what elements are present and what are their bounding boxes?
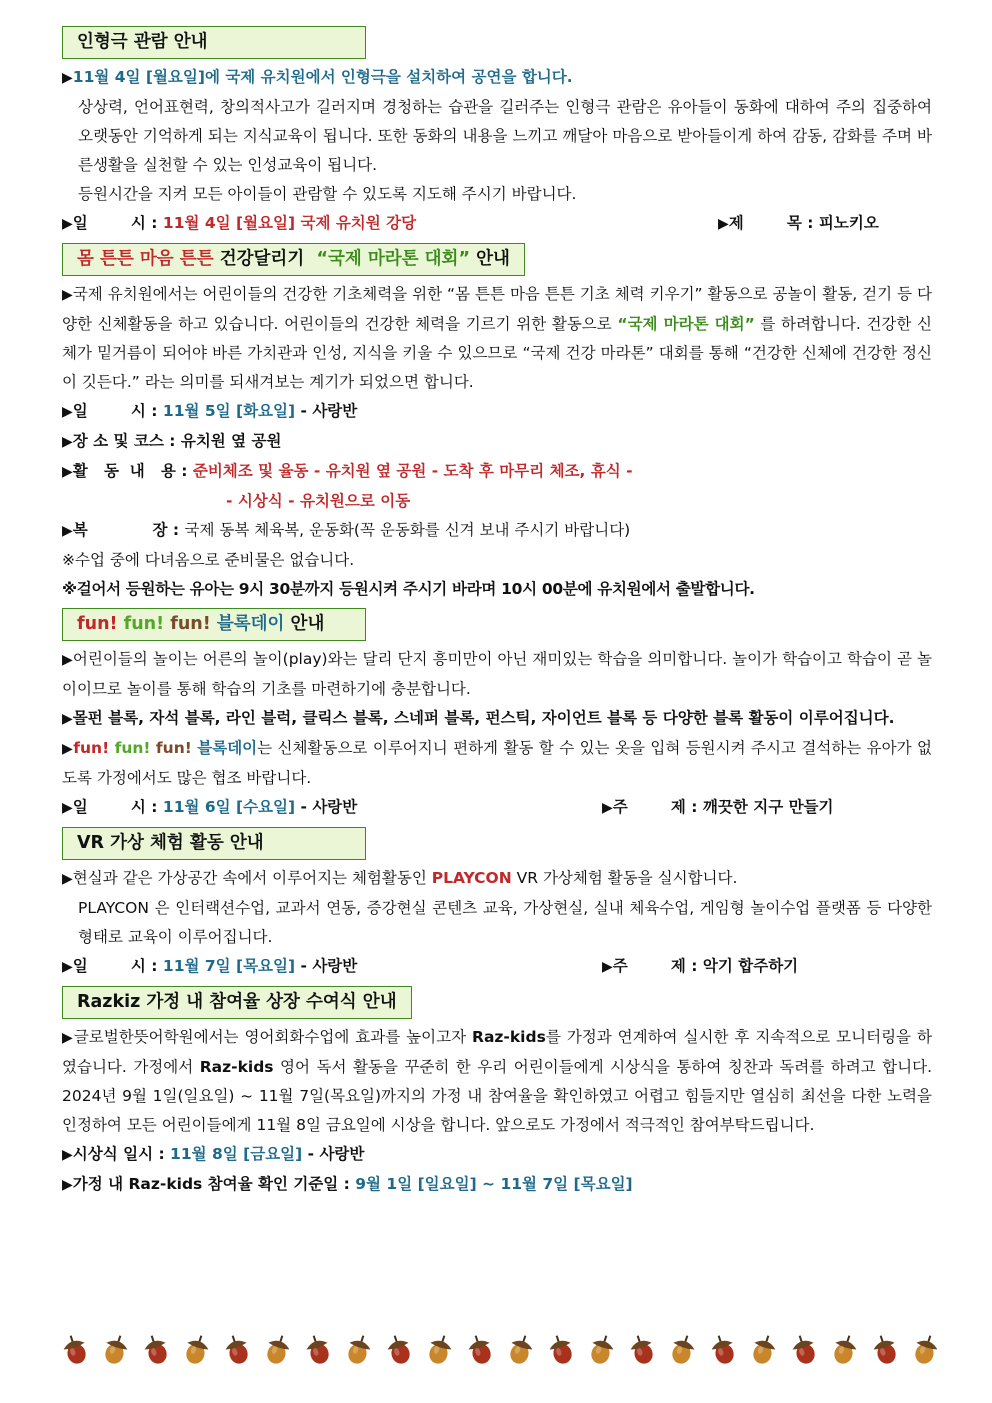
note: ※걸어서 등원하는 유아는 9시 30분까지 등원시켜 주시기 바라며 10시 00분에 유치원에서 출발합니다. (62, 580, 755, 598)
acorn-icon (749, 1332, 779, 1366)
acorn-icon (546, 1332, 576, 1366)
acorn-icon (627, 1332, 657, 1366)
info-row: ▶일 시 : 11월 6일 [수요일] - 사랑반 ▶주 제 : 깨끗한 지구 만들기 (62, 798, 834, 816)
acorn-icon (182, 1332, 212, 1366)
body-paragraph: ▶몰펀 블록, 자석 블록, 라인 블럭, 클릭스 블록, 스네퍼 블록, 펀스틱, 자이언트 블록 등 다양한 블록 활동이 이루어집니다. (62, 709, 895, 727)
info-row: ▶시상식 일시 : 11월 8일 [금요일] - 사랑반 (62, 1145, 365, 1163)
acorn-icon (830, 1332, 860, 1366)
acorn-icon (870, 1332, 900, 1366)
info-row: ▶일 시 : 11월 5일 [화요일] - 사랑반 (62, 402, 358, 420)
acorn-icon (263, 1332, 293, 1366)
body-paragraph: 상상력, 언어표현력, 창의적사고가 길러지며 경청하는 습관을 길러주는 인형극 관람은 유아들이 동화에 대하여 주의 집중하여 오랫동안 기억하게 되는 지식교육이 됩니다. 또한 동화의 내용을 느끼고 깨달아 마음으로 받아들이게 하여 감동, 감화를 주며 바른생활을 실천할 수 있는 인성교육이 됩니다. (78, 98, 932, 174)
vr-section (62, 827, 932, 982)
acorn-icon (425, 1332, 455, 1366)
info-row: ▶장 소 및 코스 : 유치원 옆 공원 (62, 432, 282, 450)
info-row: ▶일 시 : 11월 4일 [월요일] 국제 유치원 강당 ▶제 목 : 피노키오 (62, 214, 879, 232)
info-row: ▶일 시 : 11월 7일 [목요일] - 사랑반 ▶주 제 : 악기 합주하기 (62, 957, 799, 975)
info-row: ▶활 동 내 용 : 준비체조 및 율동 - 유치원 옆 공원 - 도착 후 마무리 체조, 휴식 - (62, 462, 633, 480)
body-paragraph: ▶글로벌한뜻어학원에서는 영어회화수업에 효과를 높이고자 Raz-kids를 가정과 연계하여 실시한 후 지속적으로 모니터링을 하였습니다. 가정에서 Raz-kids 영어 독서 활동을 꾸준히 한 우리 어린이들에게 시상식을 통하여 칭찬과 독려를 하려고 합니다. 2024년 9월 1일(일요일) ~ 11월 7일(목요일)까지의 가정 내 참여율을 확인하였고 어렵고 힘들지만 열심히 최선을 다한 노력을 인정하여 모든 어린이들에게 11월 8일 금요일에 시상을 합니다. 앞으로도 가정에서 적극적인 참여부탁드립니다. (62, 1028, 932, 1134)
acorn-icon (303, 1332, 333, 1366)
acorn-icon (506, 1332, 536, 1366)
acorn-border (60, 1332, 940, 1366)
acorn-icon (911, 1332, 941, 1366)
acorn-icon (344, 1332, 374, 1366)
body-paragraph: ▶어린이들의 놀이는 어른의 놀이(play)와는 달리 단지 흥미만이 아닌 재미있는 학습을 의미합니다. 놀이가 학습이고 학습이 곧 놀이이므로 놀이를 통해 학습의 기초를 마련하기에 충분합니다. (62, 650, 932, 698)
acorn-icon (222, 1332, 252, 1366)
razkids-section (62, 986, 932, 1200)
body-paragraph: 등원시간을 지켜 모든 아이들이 관람할 수 있도록 지도해 주시기 바랍니다. (78, 185, 577, 203)
section-title: 몸 튼튼 마음 튼튼 건강달리기 “국제 마라톤 대회” 안내 (62, 243, 525, 276)
acorn-icon (141, 1332, 171, 1366)
info-row: - 시상식 - 유치원으로 이동 (226, 492, 411, 510)
section-title: 인형극 관람 안내 (62, 26, 366, 59)
note: ※수업 중에 다녀옴으로 준비물은 없습니다. (62, 551, 355, 569)
marathon-section (62, 243, 932, 604)
acorn-icon (789, 1332, 819, 1366)
section-title: VR 가상 체험 활동 안내 (62, 827, 366, 860)
acorn-icon (668, 1332, 698, 1366)
acorn-icon (101, 1332, 131, 1366)
notice-page (62, 26, 932, 1204)
acorn-icon (384, 1332, 414, 1366)
info-row: ▶가정 내 Raz-kids 참여율 확인 기준일 : 9월 1일 [일요일] ~ 11월 7일 [목요일] (62, 1175, 633, 1193)
body-paragraph: ▶국제 유치원에서는 어린이들의 건강한 기초체력을 위한 “몸 튼튼 마음 튼튼 기초 체력 키우기” 활동으로 공놀이 활동, 걷기 등 다양한 신체활동을 하고 있습니다. 어린이들의 건강한 체력을 기르기 위한 활동으로 “국제 마라톤 대회” 를 하려합니다. 건강한 신체가 밑거름이 되어야 바른 가치관과 인성, 지식을 키울 수 있으므로 “국제 건강 마라톤” 대회를 통해 “건강한 신체에 건강한 정신이 깃든다.” 라는 의미를 되새겨보는 계기가 되었으면 합니다. (62, 285, 932, 391)
acorn-icon (587, 1332, 617, 1366)
acorn-icon (708, 1332, 738, 1366)
acorn-icon (465, 1332, 495, 1366)
info-row: ▶복 장 : 국제 동복 체육복, 운동화(꼭 운동화를 신겨 보내 주시기 바랍니다) (62, 521, 631, 539)
body-paragraph: ▶fun! fun! fun! 블록데이는 신체활동으로 이루어지니 편하게 활동 할 수 있는 옷을 입혀 등원시켜 주시고 결석하는 유아가 없도록 가정에서도 많은 협조 바랍니다. (62, 739, 932, 787)
section-title: fun! fun! fun! 블록데이 안내 (62, 608, 366, 641)
puppet-show-section (62, 26, 932, 239)
body-paragraph: PLAYCON 은 인터랙션수업, 교과서 연동, 증강현실 콘텐츠 교육, 가상현실, 실내 체육수업, 게임형 놀이수업 플랫폼 등 다양한 형태로 교육이 이루어집니다. (78, 899, 932, 946)
acorn-icon (60, 1332, 90, 1366)
block-day-section (62, 608, 932, 823)
body-paragraph: ▶현실과 같은 가상공간 속에서 이루어지는 체험활동인 PLAYCON VR 가상체험 활동을 실시합니다. (62, 869, 738, 887)
section-title: Razkiz 가정 내 참여율 상장 수여식 안내 (62, 986, 412, 1019)
lead-line: ▶11월 4일 [월요일]에 국제 유치원에서 인형극을 설치하여 공연을 합니다. (62, 68, 573, 86)
